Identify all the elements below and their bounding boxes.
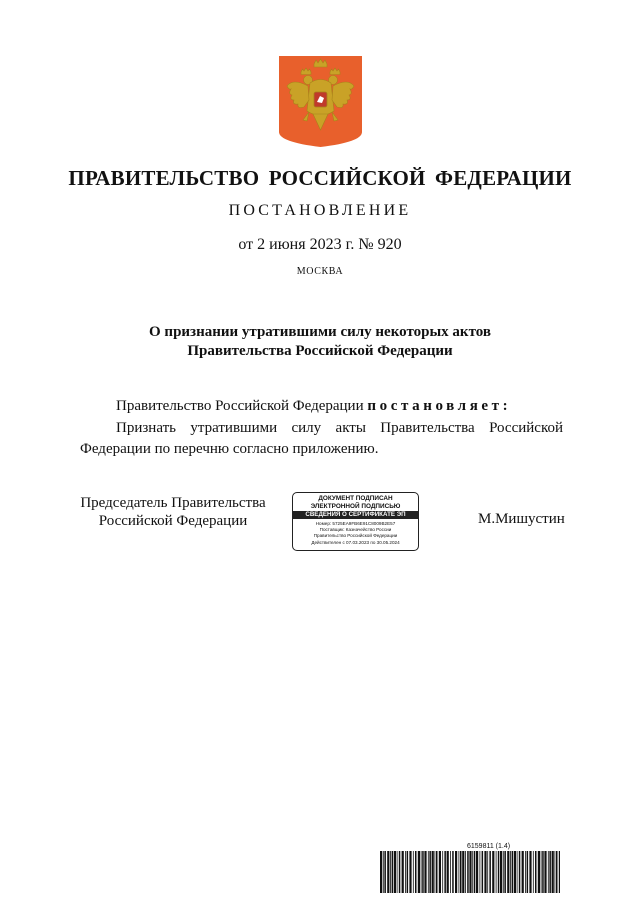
document-date-number: от 2 июня 2023 г. № 920 [238, 236, 402, 253]
document-type: ПОСТАНОВЛЕНИЕ [228, 202, 412, 219]
coat-of-arms-icon [279, 56, 362, 147]
body-paragraph-1 [116, 398, 511, 415]
subject-line-2: Правительства Российской Федерации [187, 343, 453, 359]
body-paragraph-2: Признать утратившими силу акты Правительства Российской Федерации по перечню согласно приложению. [80, 420, 563, 457]
electronic-signature-stamp [292, 492, 419, 551]
signer-name: М.Мишустин [478, 511, 565, 527]
stamp-certificate-bar: СВЕДЕНИЯ О СЕРТИФИКАТЕ ЭП [293, 511, 418, 519]
document-subject [0, 323, 640, 361]
signer-title [80, 494, 266, 530]
signer-title-line-2: Российской Федерации [98, 513, 248, 529]
subject-line-1: О признании утратившими силу некоторых актов [149, 324, 491, 340]
stamp-validity: Действителен с 07.03.2023 по 30.05.2024 [311, 539, 400, 545]
stamp-line-2: ЭЛЕКТРОННОЙ ПОДПИСЬЮ [310, 502, 401, 510]
signer-title-line-1: Председатель Правительства [80, 495, 266, 511]
barcode-number: 6159811 (1.4) [467, 843, 511, 850]
barcode [380, 851, 560, 893]
stamp-issuer-line-1: Поставщик: Казначейство России [319, 527, 392, 533]
government-title: ПРАВИТЕЛЬСТВО РОССИЙСКОЙ ФЕДЕРАЦИИ [68, 166, 572, 190]
document-city: МОСКВА [296, 266, 344, 277]
stamp-certificate-number: Номер: 5725EA9FB6E91C8009B2E57 [315, 521, 396, 526]
stamp-issuer-line-2: Правительство Российской Федерации [313, 533, 398, 539]
body-p1-text: Правительство Российской Федерации [116, 398, 368, 414]
stamp-line-1: ДОКУМЕНТ ПОДПИСАН [318, 495, 393, 502]
body-p1-decree-word: постановляет: [367, 398, 512, 414]
